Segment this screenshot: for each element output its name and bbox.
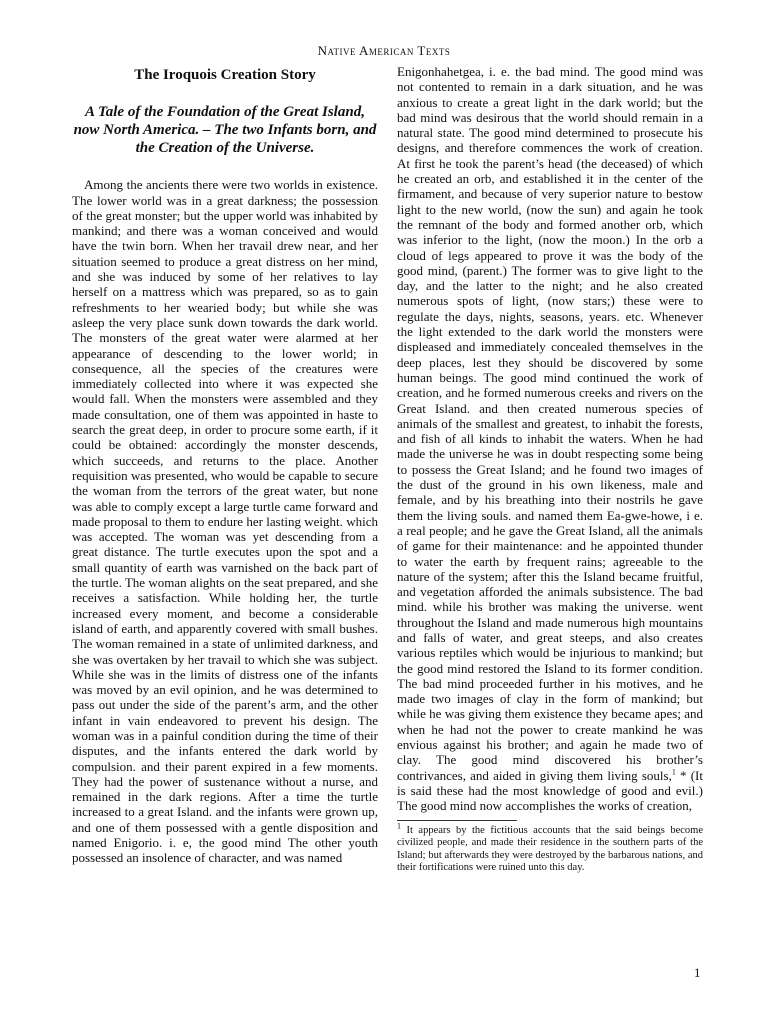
left-column	[72, 64, 378, 866]
left-body-text: Among the ancients there were two worlds in existence. The lower world was in a great darkness; the possession of the great monster; but the upper world was inhabited by mankind; and there was a woman conceived and would have the twin born. When her travail drew near, and her situation seemed to produce a great distress on her mind, and she was induced by some of her relatives to lay herself on a mattress which was prepared, so as to gain refreshments to her wearied body; but while she was asleep the very place sunk down towards the dark world. The monsters of the great water were alarmed at her appearance of descending to the lower world; in consequence, all the species of the creatures were immediately collected into where it was expected she would fall. When the monsters were assembled and they made consultation, one of them was appointed in haste to search the great deep, in order to procure some earth, if it could be obtained: accordingly the monster descends, which succeeds, and returns to the place. Another requisition was presented, who would be capable to secure the woman from the terrors of the great water, but none was able to comply except a large turtle came forward and made proposal to them to endure her lasting weight. which was accepted. The woman was yet descending from a great distance. The turtle executes upon the spot and a small quantity of earth was varnished on the back part of the turtle. The woman alights on the seat prepared, and she receives a satisfaction. While holding her, the turtle increased every moment, and become a considerable island of earth, and apparently covered with small bushes. The woman remained in a state of unlimited darkness, and she was overtaken by her travail to which she was subject. While she was in the limits of distress one of the infants was moved by an evil opinion, and he was determined to pass out under the side of the parent’s arm, and the other infant in vain endeavored to prevent his design. The woman was in a painful condition during the time of their disputes, and the infants entered the dark world by compulsion. and their parent expired in a few moments. They had the power of sustenance without a nurse, and remained in the dark regions. After a time the turtle increased to a great Island. and the infants were grown up, and one of them possessed with a gentle disposition and named Enigorio. i. e, the good mind The other youth possessed an insolence of character, and was named	[72, 177, 378, 866]
footnote-divider	[397, 820, 517, 821]
story-subtitle: A Tale of the Foundation of the Great Island, now North America. – The two Infants born, and the Creation of the Universe.	[73, 104, 377, 157]
right-body-part-1: Enigonhahetgea, i. e. the bad mind. The good mind was not contented to remain in a dark situation, and he was anxious to create a great light in the dark world; but the bad mind was desirous that the world should remain in a natural state. The good mind determined to prosecute his designs, and therefore commences the work of creation. At first he took the parent’s head (the deceased) of which he created an orb, and established it in the center of the firmament, and because of very superior nature to bestow light to the new world, (now the sun) and again he took the remnant of the body and formed another orb, which was inferior to the light, (now the moon.) In the orb a cloud of legs appeared to prove it was the body of the good mind, (parent.) The former was to give light to the day, and the latter to the night; and he also created numerous spots of light, (now stars;) these were to regulate the days, nights, seasons, years. etc. Whenever the light extended to the dark world the monsters were displeased and immediately concealed themselves in the deep places, lest they should be discovered by some human beings. The good mind continued the work of creation, and he formed numerous creeks and rivers on the Great Island. and then created numerous species of animals of the smallest and greatest, to inhabit the forests, and fish of all kinds to inhabit the waters. When he had made the universe he was in doubt respecting some being to possess the Great Island; and he found two images of the dust of the ground in his own likeness, male and female, and by his breathing into their nostrils he gave them the living souls. and named them Ea-gwe-howe, i e. a real people; and he gave the Great Island, all the animals of game for their maintenance: and he appointed thunder to water the earth by frequent rains; agreeable to the nature of the system; after this the Island became fruitful, and vegetation afforded the animals subsistence. The bad mind. while his brother was making the universe. went throughout the Island and made numerous high mountains and falls of water, and great steeps, and also creates various reptiles which would be injurious to mankind; but the good mind restored the Island to its former condition. The bad mind proceeded further in his motives, and he made two images of clay in the form of mankind; but while he was giving them existence they became apes; and when he had not the power to create mankind he was envious against his brother; and again he made two of clay. The good mind discovered his brother’s contrivances, and aided in giving them living souls,	[397, 64, 703, 783]
right-body-text	[397, 64, 703, 814]
story-title: The Iroquois Creation Story	[134, 67, 316, 83]
right-body-part-2: * (It is said these had the most knowledge of good and evil.) The good mind now accomplishes the works of creation,	[397, 767, 703, 814]
footnote-reference[interactable]: 1	[671, 767, 676, 777]
footnote	[397, 821, 703, 875]
page-number: 1	[694, 965, 701, 980]
footnote-number: 1	[397, 821, 401, 831]
right-column	[397, 64, 703, 875]
footnote-text: It appears by the fictitious accounts that the said beings become civilized people, and made their residence in the southern parts of the Island; but afterwards they were destroyed by the barbarous nations, and their fortifications were ruined unto this day.	[397, 824, 703, 874]
running-head: Native American Texts	[317, 43, 451, 58]
